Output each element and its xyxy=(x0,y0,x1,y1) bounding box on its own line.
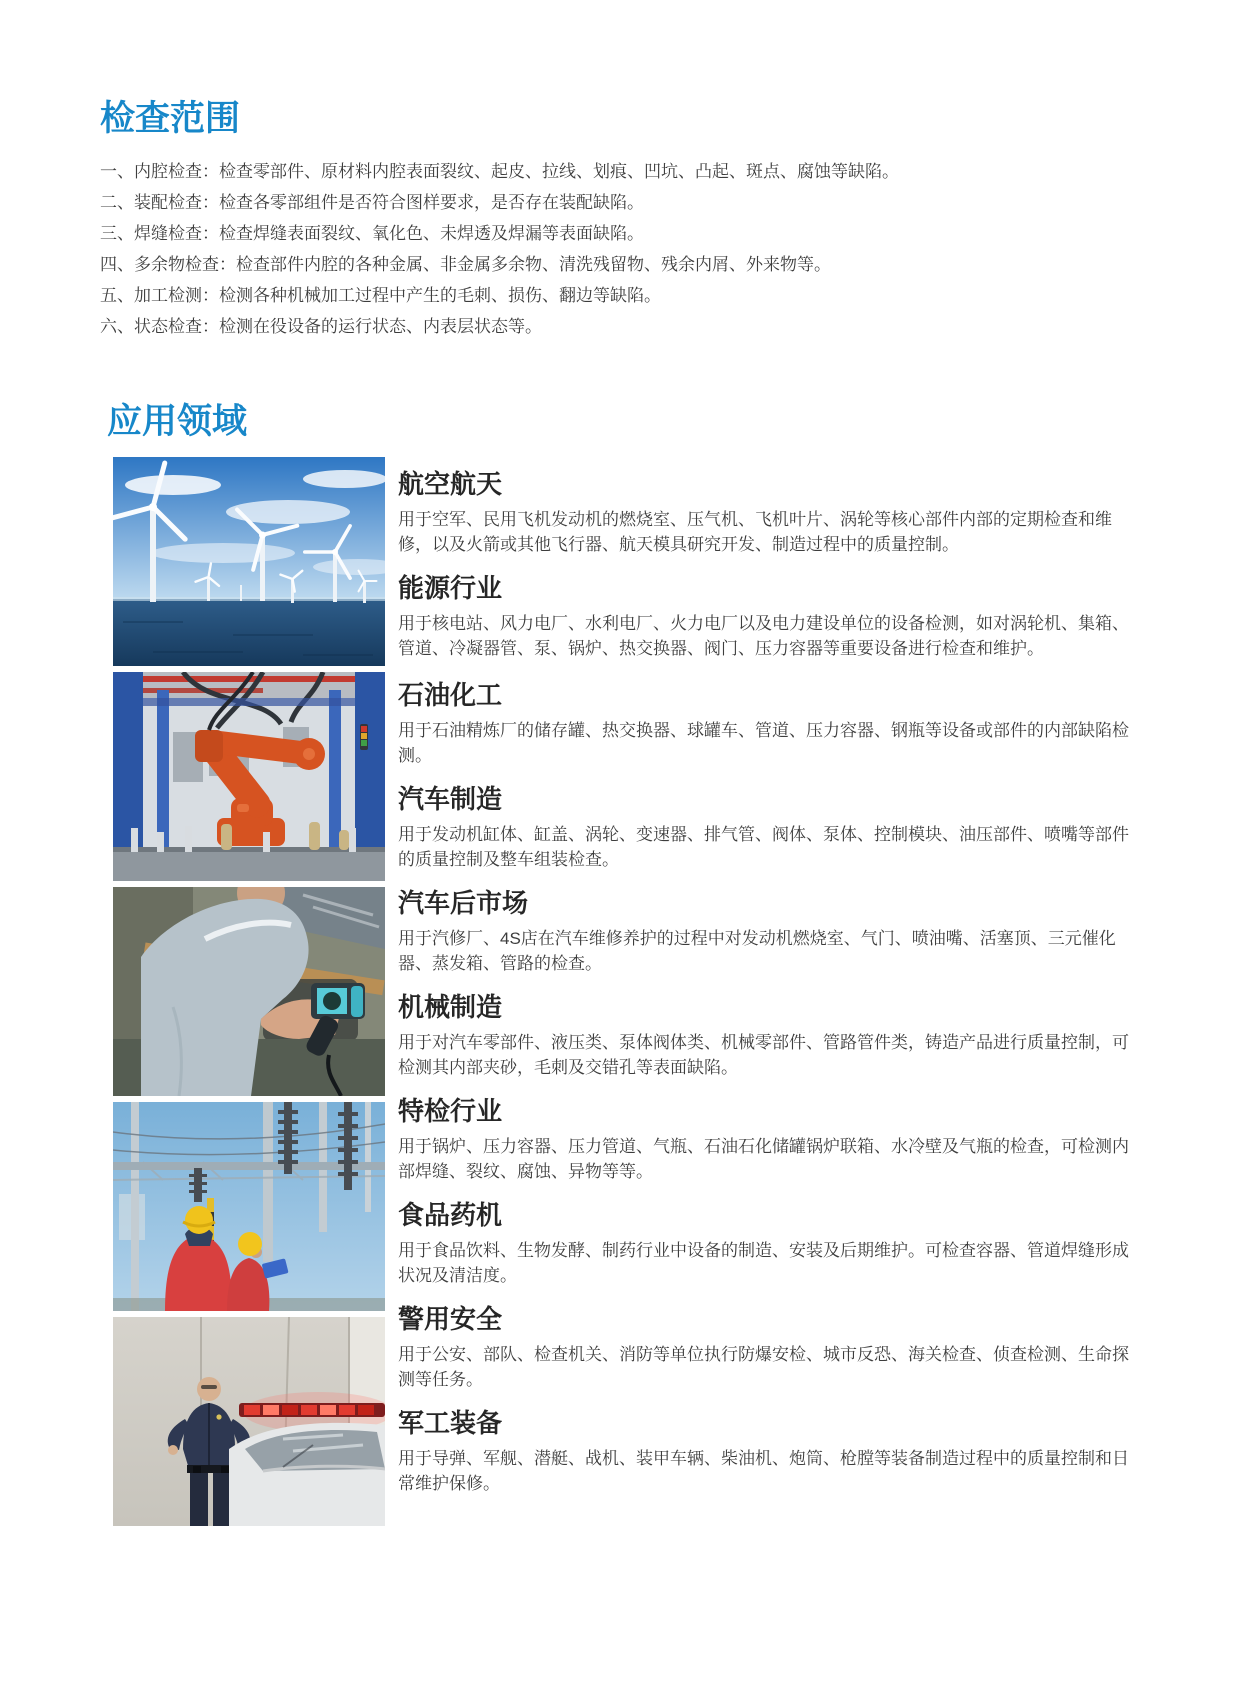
scope-item-assembly: 二、装配检查：检查各零部组件是否符合图样要求，是否存在装配缺陷。 xyxy=(100,193,644,212)
factory-robot-photo xyxy=(113,672,385,881)
app-section-heading: 警用安全 xyxy=(398,1304,503,1334)
app-section-body: 用于核电站、风力电厂、水利电厂、火力电厂以及电力建设单位的设备检测，如对涡轮机、集箱、管道、冷凝器管、泵、锅炉、热交换器、阀门、压力容器等重要设备进行检查和维护。 xyxy=(398,614,1129,658)
app-section-military xyxy=(398,1409,1135,1496)
app-section-police-security xyxy=(398,1305,1135,1392)
application-fields-section xyxy=(107,401,1147,1526)
scope-item-condition: 六、状态检查：检测在役设备的运行状态、内表层状态等。 xyxy=(100,317,542,336)
police-officer-photo xyxy=(113,1317,385,1526)
inspection-scope-list xyxy=(100,162,1160,336)
app-section-heading: 食品药机 xyxy=(398,1200,503,1230)
app-section-auto-aftermarket xyxy=(398,889,1135,976)
app-section-petrochemical xyxy=(398,681,1135,768)
scope-item-inner-cavity: 一、内腔检查：检查零部件、原材料内腔表面裂纹、起皮、拉线、划痕、凹坑、凸起、斑点、腐蚀等缺陷。 xyxy=(100,162,899,181)
app-section-heading: 能源行业 xyxy=(398,573,503,603)
inspection-scope-title: 检查范围 xyxy=(100,99,241,138)
app-section-body: 用于食品饮料、生物发酵、制药行业中设备的制造、安装及后期维护。可检查容器、管道焊缝形成状况及清洁度。 xyxy=(398,1241,1129,1285)
application-fields-title: 应用领域 xyxy=(107,402,248,441)
car-inspection-photo xyxy=(113,887,385,1096)
substation-workers-photo xyxy=(113,1102,385,1311)
app-section-auto-manufacturing xyxy=(398,785,1135,872)
app-section-heading: 汽车后市场 xyxy=(398,888,529,918)
inspection-scope-section xyxy=(100,98,1160,348)
application-sections xyxy=(398,457,1135,1526)
app-section-body: 用于发动机缸体、缸盖、涡轮、变速器、排气管、阀体、泵体、控制模块、油压部件、喷嘴等部件的质量控制及整车组装检查。 xyxy=(398,825,1129,869)
app-section-heading: 军工装备 xyxy=(398,1408,503,1438)
app-section-machinery xyxy=(398,993,1135,1080)
app-section-body: 用于石油精炼厂的储存罐、热交换器、球罐车、管道、压力容器、钢瓶等设备或部件的内部缺陷检测。 xyxy=(398,721,1129,765)
offshore-wind-farm-photo xyxy=(113,457,385,666)
app-section-body: 用于空军、民用飞机发动机的燃烧室、压气机、飞机叶片、涡轮等核心部件内部的定期检查和维修，以及火箭或其他飞行器、航天模具研究开发、制造过程中的质量控制。 xyxy=(398,510,1112,554)
app-section-food-pharma xyxy=(398,1201,1135,1288)
app-section-heading: 机械制造 xyxy=(398,992,503,1022)
app-section-body: 用于对汽车零部件、液压类、泵体阀体类、机械零部件、管路管件类，铸造产品进行质量控制，可检测其内部夹砂，毛刺及交错孔等表面缺陷。 xyxy=(398,1033,1129,1077)
app-section-special-inspection xyxy=(398,1097,1135,1184)
app-section-body: 用于导弹、军舰、潜艇、战机、装甲车辆、柴油机、炮筒、枪膛等装备制造过程中的质量控制和日常维护保修。 xyxy=(398,1449,1129,1493)
app-section-body: 用于汽修厂、4S店在汽车维修养护的过程中对发动机燃烧室、气门、喷油嘴、活塞顶、三元催化器、蒸发箱、管路的检查。 xyxy=(398,929,1116,973)
app-section-heading: 汽车制造 xyxy=(398,784,503,814)
scope-item-weld: 三、焊缝检查：检查焊缝表面裂纹、氧化色、未焊透及焊漏等表面缺陷。 xyxy=(100,224,644,243)
app-section-heading: 航空航天 xyxy=(398,469,503,499)
app-section-body: 用于锅炉、压力容器、压力管道、气瓶、石油石化储罐锅炉联箱、水冷壁及气瓶的检查，可检测内部焊缝、裂纹、腐蚀、异物等等。 xyxy=(398,1137,1129,1181)
app-section-heading: 石油化工 xyxy=(398,680,503,710)
app-section-aerospace xyxy=(398,470,1135,557)
photo-column xyxy=(113,457,385,1526)
application-grid xyxy=(107,457,1147,1526)
app-section-body: 用于公安、部队、检查机关、消防等单位执行防爆安检、城市反恐、海关检查、侦查检测、生命探测等任务。 xyxy=(398,1345,1129,1389)
app-section-heading: 特检行业 xyxy=(398,1096,503,1126)
scope-item-machining: 五、加工检测：检测各种机械加工过程中产生的毛刺、损伤、翻边等缺陷。 xyxy=(100,286,661,305)
scope-item-foreign-object: 四、多余物检查：检查部件内腔的各种金属、非金属多余物、清洗残留物、残余内屑、外来物等。 xyxy=(100,255,831,274)
app-section-energy xyxy=(398,574,1135,661)
